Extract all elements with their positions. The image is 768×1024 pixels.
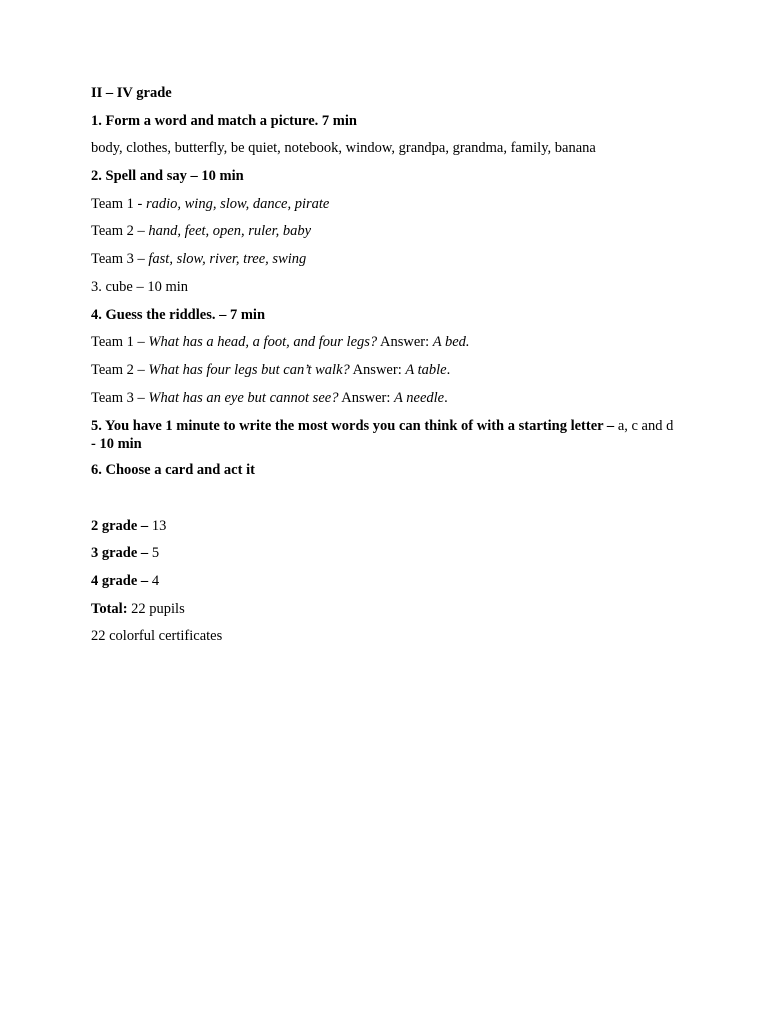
task4-riddle-1 bbox=[91, 334, 681, 352]
team-words: fast, slow, river, tree, swing bbox=[148, 251, 307, 268]
grade-4-count bbox=[91, 573, 681, 591]
riddle-answer-label: Answer: bbox=[349, 361, 406, 378]
riddle-team-label: Team 3 – bbox=[91, 389, 149, 406]
task2-title: 2. Spell and say – 10 min bbox=[91, 168, 244, 185]
task5-title: 5. You have 1 minute to write the most words you can think of with a starting letter – bbox=[91, 418, 615, 435]
task2-team-2 bbox=[91, 223, 681, 241]
riddle-answer: A bed. bbox=[432, 334, 470, 351]
document-heading: II – IV grade bbox=[91, 85, 172, 101]
blank-line bbox=[91, 490, 681, 518]
grade-value: 5 bbox=[148, 545, 160, 562]
task2-team-3 bbox=[91, 251, 681, 269]
total-pupils bbox=[91, 601, 681, 619]
riddle-question: What has four legs but can’t walk? bbox=[148, 361, 350, 378]
team-label: Team 3 – bbox=[91, 251, 149, 268]
grade-3-count bbox=[91, 545, 681, 563]
riddle-team-label: Team 1 – bbox=[91, 334, 149, 351]
team-label: Team 1 - bbox=[91, 195, 146, 212]
task4-riddle-3 bbox=[91, 390, 681, 408]
total-label: Total: bbox=[91, 600, 128, 617]
riddle-answer: A table bbox=[405, 361, 447, 378]
task1-words: body, clothes, butterfly, be quiet, notebook, window, grandpa, grandma, family, banana bbox=[91, 140, 596, 157]
grade-label: 2 grade – bbox=[91, 517, 149, 534]
riddle-question: What has an eye but cannot see? bbox=[148, 389, 339, 406]
riddle-question: What has a head, a foot, and four legs? bbox=[148, 334, 378, 351]
team-words: hand, feet, open, ruler, baby bbox=[148, 223, 312, 240]
task2-team-1 bbox=[91, 196, 681, 214]
riddle-answer: A needle bbox=[394, 389, 445, 406]
total-value: 22 pupils bbox=[127, 600, 185, 617]
certificates-line: 22 colorful certificates bbox=[91, 628, 223, 645]
document-page bbox=[91, 85, 681, 656]
task5-letters: a, c and d bbox=[614, 418, 677, 435]
task4-title: 4. Guess the riddles. – 7 min bbox=[91, 306, 266, 323]
riddle-end: . bbox=[446, 361, 451, 378]
task3-title: 3. cube – 10 min bbox=[91, 278, 189, 295]
team-words: radio, wing, slow, dance, pirate bbox=[145, 195, 330, 212]
riddle-answer-label: Answer: bbox=[377, 334, 433, 351]
task5-time: - 10 min bbox=[91, 436, 142, 453]
grade-label: 3 grade – bbox=[91, 545, 149, 562]
task6-title: 6. Choose a card and act it bbox=[91, 462, 255, 479]
task4-riddle-2 bbox=[91, 362, 681, 380]
team-label: Team 2 – bbox=[91, 223, 149, 240]
riddle-answer-label: Answer: bbox=[338, 389, 395, 406]
grade-value: 4 bbox=[148, 572, 160, 589]
grade-value: 13 bbox=[148, 517, 167, 534]
riddle-end: . bbox=[444, 389, 448, 406]
grade-2-count bbox=[91, 518, 681, 536]
task1-title: 1. Form a word and match a picture. 7 min bbox=[91, 112, 357, 129]
task5-paragraph bbox=[91, 417, 681, 453]
grade-label: 4 grade – bbox=[91, 572, 149, 589]
riddle-team-label: Team 2 – bbox=[91, 361, 149, 378]
